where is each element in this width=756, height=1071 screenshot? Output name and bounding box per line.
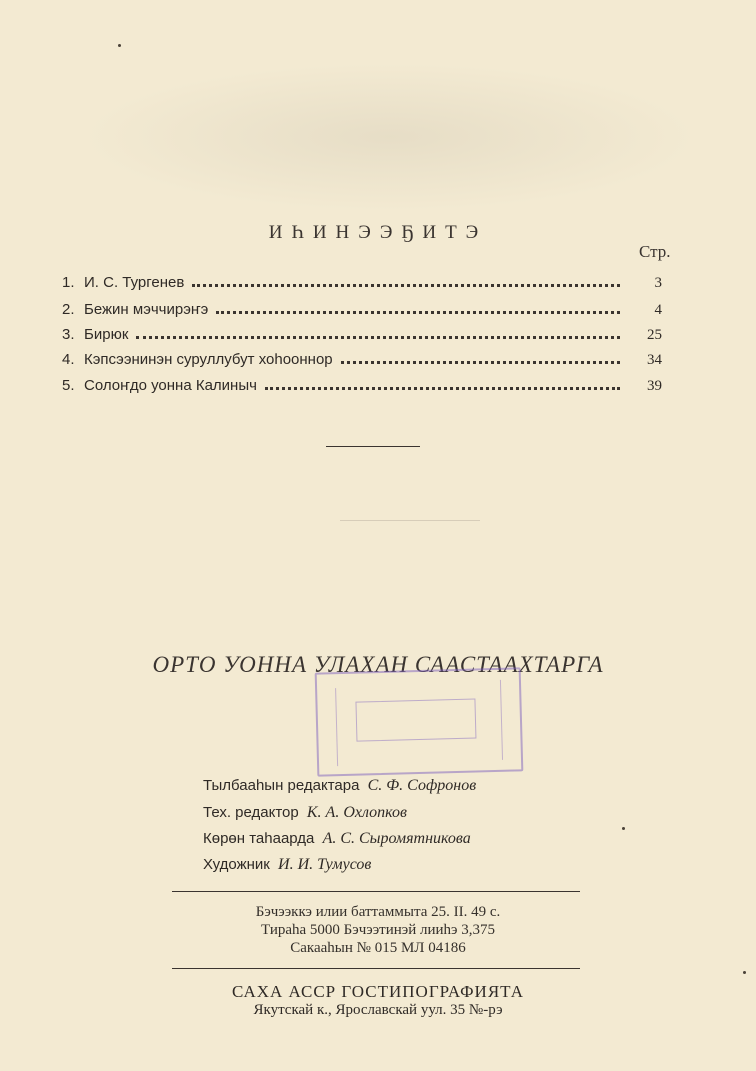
toc-entry-number: 1. <box>62 274 75 291</box>
dot-leader <box>136 335 620 339</box>
paper-speck <box>622 827 625 830</box>
section-divider <box>326 446 420 447</box>
credit-name: К. А. Охлопков <box>306 804 407 821</box>
credit-name: И. И. Тумусов <box>278 856 372 873</box>
imprint-bottom-rule <box>172 968 580 969</box>
library-stamp <box>315 667 524 776</box>
credit-line <box>203 777 476 795</box>
toc-entry <box>62 351 662 373</box>
imprint-line: Сакааһын № 015 МЛ 04186 <box>290 940 466 956</box>
toc-entry <box>62 274 662 296</box>
toc-entry-page: 4 <box>654 302 662 318</box>
printer-address: Якутскай к., Ярославскай уул. 35 №-рэ <box>253 1002 503 1018</box>
toc-entry-number: 2. <box>62 301 75 318</box>
toc-entry-number: 3. <box>62 326 75 343</box>
imprint-line: Бэчээккэ илии баттаммыта 25. II. 49 с. <box>255 904 501 920</box>
paper-speck <box>118 44 121 47</box>
stamp-left-band <box>321 688 338 766</box>
paper-speck <box>743 971 746 974</box>
credit-role: Художник <box>203 856 270 873</box>
toc-entry-title: Бежин мэччирэҥэ <box>84 301 209 318</box>
dot-leader <box>216 310 620 314</box>
dot-leader <box>192 283 620 287</box>
book-audience-title: ОРТО УОННА УЛАХАН СААСТААХТАРГА <box>152 652 604 677</box>
credit-line <box>203 830 471 848</box>
toc-entry-page: 3 <box>654 275 662 291</box>
toc-entry <box>62 301 662 323</box>
toc-entry-title: Солоҥдо уонна Калиныч <box>84 377 257 394</box>
toc-entry <box>62 377 662 399</box>
printer-name: САХА АССР ГОСТИПОГРАФИЯТА <box>231 982 524 1001</box>
toc-entry-title: Бирюк <box>84 326 129 343</box>
credit-role: Көрөн таһаарда <box>203 830 315 847</box>
toc-entry-page: 25 <box>647 327 662 343</box>
credit-role: Тех. редактор <box>203 804 299 821</box>
bleed-through-text <box>80 62 700 212</box>
toc-entry-number: 4. <box>62 351 75 368</box>
toc-entry <box>62 326 662 348</box>
toc-entry-number: 5. <box>62 377 75 394</box>
credit-line <box>203 804 407 822</box>
credit-role: Тылбааһын редактара <box>203 777 360 794</box>
page-column-header: Стр. <box>639 242 671 261</box>
dot-leader <box>265 386 620 390</box>
toc-entry-page: 39 <box>647 378 662 394</box>
imprint-line: Тираһа 5000 Бэчээтинэй лииһэ 3,375 <box>261 922 495 938</box>
toc-entry-page: 34 <box>647 352 662 368</box>
imprint-top-rule <box>172 891 580 892</box>
toc-title: ИҺИНЭЭҔИТЭ <box>268 222 488 243</box>
stamp-right-band <box>500 679 517 759</box>
stamp-inner-box <box>355 699 476 742</box>
credit-name: А. С. Сыромятникова <box>322 830 471 847</box>
toc-entry-title: Кэпсээнинэн суруллубут хоһооннор <box>84 351 333 368</box>
credit-name: С. Ф. Софронов <box>367 777 477 794</box>
dot-leader <box>341 360 620 364</box>
faint-bleed-line <box>340 520 480 521</box>
toc-entry-title: И. С. Тургенев <box>84 274 185 291</box>
credit-line <box>203 856 371 874</box>
